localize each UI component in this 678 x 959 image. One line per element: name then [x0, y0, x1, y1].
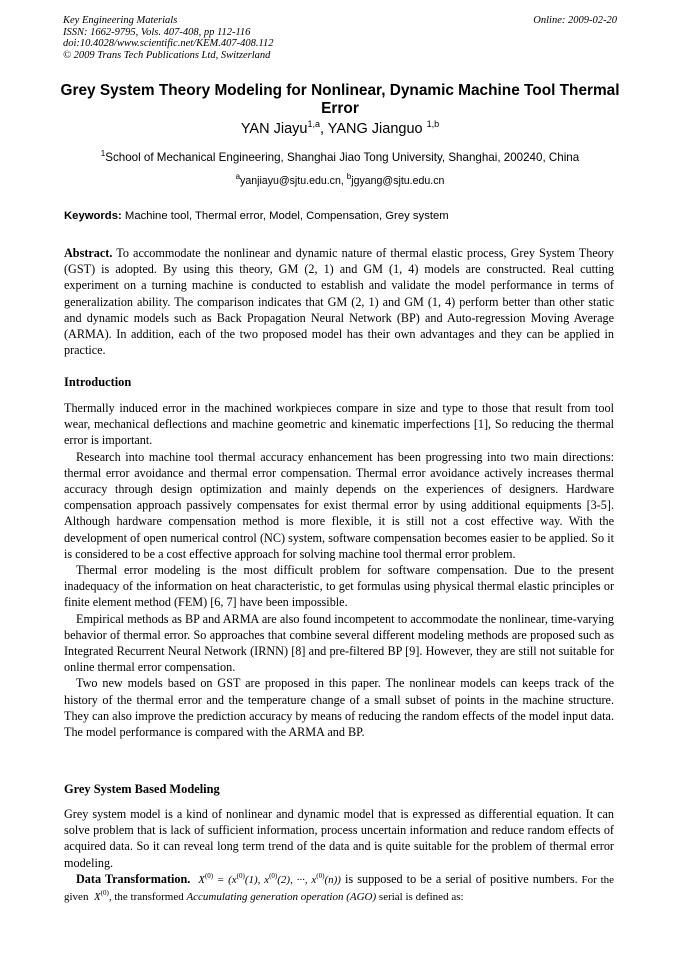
email-separator: , [340, 175, 347, 187]
formula-description: is supposed to be a serial of positive numbers. [340, 871, 578, 886]
ago-term: Accumulating generation operation (AGO) [186, 891, 377, 904]
email-mark: a [235, 172, 241, 181]
defined-as-text: serial is defined as: [376, 891, 464, 904]
author-affiliation-mark: 1,a [307, 119, 320, 129]
paragraph: Thermal error modeling is the most difficult problem for software compensation. Due to the present inadequacy of the information on heat characteristic, to get formulas using physical thermal elastic principles or finite element method (FEM) [6, 7] have been impossible. [64, 563, 614, 610]
given-text: For the given [64, 873, 615, 904]
online-date: Online: 2009-02-20 [533, 15, 617, 26]
introduction-body [64, 400, 614, 740]
author-name: YAN Jiayu [240, 121, 308, 137]
email-list [60, 174, 620, 188]
email-address[interactable]: yanjiayu@sjtu.edu.cn [240, 175, 341, 187]
keywords [64, 209, 616, 223]
affiliation-mark: 1 [100, 149, 106, 158]
affiliation-text: School of Mechanical Engineering, Shanghai Jiao Tong University, Shanghai, 200240, China [105, 151, 580, 164]
ago-series-formula: $X^{(0)} = (x^{(0)}(1)$, $x^{(0)}(2)$, ···, $x^{(0)}(n)$) [194, 871, 341, 886]
series-symbol: $X^{(0)}$ [93, 889, 109, 904]
journal-name: Key Engineering Materials [63, 15, 178, 26]
paragraph: Two new models based on GST are proposed in this paper. The nonlinear models can keeps track of the history of the thermal error and the temperature change of a small subset of points in the machine structure. They can also improve the prediction accuracy by means of reducing the random effects of the model input data. The model performance is compared with the ARMA and BP. [64, 676, 614, 740]
grey-system-body [64, 806, 614, 905]
data-transformation-paragraph [64, 871, 614, 905]
keywords-label: Keywords: [64, 210, 122, 222]
journal-issn: ISSN: 1662-9795, Vols. 407-408, pp 112-116 [63, 26, 251, 38]
paragraph: Research into machine tool thermal accuracy enhancement has been progressing into two main directions: thermal error avoidance and thermal error compensation. Thermal error avoidance actively increases thermal accuracy through design optimization and mainly depends on the experiences of designers. Hardware compensation approach passively compensates for exist thermal error by using additional equipments [3-5]. Although hardware compensation method is more flexible, it is still not a cost effective way. With the development of open numerical control (NC) system, software compensation becomes easier to be applied. So it is considered to be a cost effective approach for solving machine tool thermal error problem. [64, 449, 614, 561]
abstract-text: To accommodate the nonlinear and dynamic nature of thermal elastic process, Grey System Theory (GST) is adopted. By using this theory, GM (2, 1) and GM (1, 4) models are constructed. Real cutting experiment on a turning machine is conducted to establish and validate the model performance in terms of generalization ability. The comparison indicates that GM (2, 1) and GM (1, 4) perform better than other static and dynamic models such as Back Propagation Neural Network (BP) and Auto-regression Moving Average (ARMA). In addition, each of the two proposed model has their own advantages and they can be applied in practice. [64, 246, 614, 358]
section-heading-introduction: Introduction [64, 375, 132, 389]
transformed-text: , the transformed [108, 891, 187, 904]
journal-doi: doi:10.4028/www.scientific.net/KEM.407-408.112 [63, 38, 274, 49]
section-heading-grey-system: Grey System Based Modeling [64, 782, 220, 796]
paper-title: Grey System Theory Modeling for Nonlinear, Dynamic Machine Tool Thermal Error [60, 82, 620, 117]
author-name: YANG Jianguo [327, 121, 427, 137]
author-affiliation-mark: 1,b [426, 119, 440, 129]
author-separator: , [319, 121, 328, 137]
author-list [60, 120, 620, 138]
abstract-label: Abstract. [64, 246, 113, 260]
abstract [64, 245, 614, 358]
journal-header [63, 15, 273, 61]
affiliation [55, 150, 625, 166]
paragraph: Thermally induced error in the machined workpieces compare in size and type to those that result from tool wear, mechanical deflections and machine geometric and kinematic imperfections [1], So reducing the thermal error is important. [64, 401, 614, 448]
email-mark: b [346, 172, 352, 181]
email-address[interactable]: jgyang@sjtu.edu.cn [351, 175, 445, 187]
copyright-notice: © 2009 Trans Tech Publications Ltd, Switzerland [63, 49, 271, 61]
paragraph: Grey system model is a kind of nonlinear and dynamic model that is expressed as differential equation. It can solve problem that is lack of sufficient information, process uncertain information and reduce random effects of acquired data. So it can reveal long term trend of the data and is quite suitable for the problem of thermal error modeling. [64, 807, 614, 870]
subsection-label: Data Transformation. [76, 871, 191, 886]
paragraph: Empirical methods as BP and ARMA are also found incompetent to accommodate the nonlinear, time-varying behavior of thermal error. So approaches that combine several different modeling methods are proposed such as Integrated Recurrent Neural Network (IRNN) [8] and pre-filtered BP [9]. However, they are still not suitable for online thermal error compensation. [64, 611, 614, 675]
keywords-text: Machine tool, Thermal error, Model, Compensation, Grey system [121, 210, 449, 222]
